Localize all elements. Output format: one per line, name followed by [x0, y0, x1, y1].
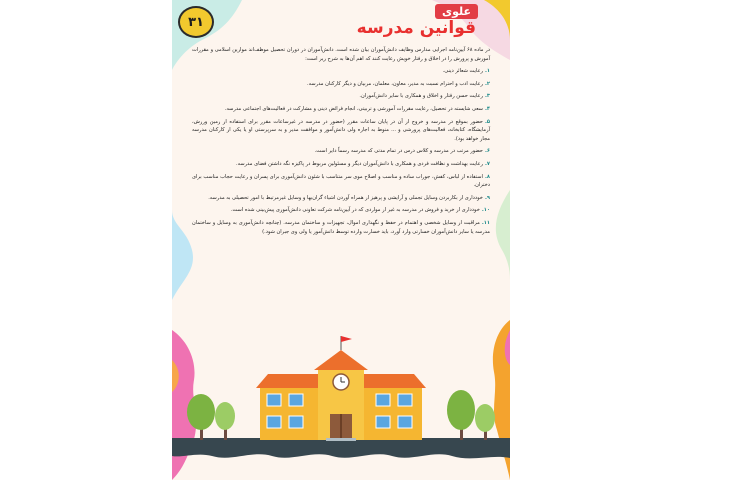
- rule-number: ۹.: [484, 194, 490, 201]
- rule-item: [192, 219, 490, 236]
- rule-text: خودداری از خرید و فروش در مدرسه به غیر از مواردی که در آیین‌نامه شرکت تعاونی دانش‌آموزی پیش‌بینی شده است.: [230, 207, 480, 214]
- rule-text: مراقبت از وسایل شخصی و اهتمام در حفظ و نگهداری اموال، تجهیزات و ساختمان مدرسه. (چنانچه دانش‌آموزی به وسایل و ساختمان مدرسه یا سایر دانش‌آموزان خسارتی وارد آورد، باید خسارت وارده توسط دانش‌آموز یا ولی وی جبران شود.): [192, 219, 490, 235]
- rule-text: سعی شایسته در تحصیل، رعایت مقررات آموزشی و تربیتی، انجام فرائض دینی و مشارکت در فعالیت‌های اجتماعی مدرسه.: [224, 105, 483, 112]
- rule-text: حضور بموقع در مدرسه و خروج از آن در پایان ساعات مقرر (حضور در مدرسه در غیرساعات مقرر برای استفاده از زمین ورزش، آزمایشگاه، کتابخانه، فعالیت‌های پرورشی و ... منوط به اجازه ولی دانش‌آموز و موافقت مدیر و به سرپرستی او یا یکی از کارکنان مدرسه مجاز خواهد بود).: [192, 118, 490, 142]
- school-illustration: [172, 330, 510, 480]
- rule-item: [192, 118, 490, 144]
- flag-icon: [341, 336, 352, 350]
- tree-icon: [475, 404, 495, 440]
- rule-text: خودداری از بکاربردن وسایل تجملی و آرایشی و پرهیز از همراه آوردن اشیاء گران‌بها و وسایل غیرمرتبط با امور تحصیلی به مدرسه.: [208, 194, 483, 201]
- rule-item: [192, 92, 490, 101]
- page-title: قوانین مدرسه: [356, 18, 476, 38]
- rule-number: ۶.: [484, 148, 490, 155]
- rule-text: رعایت بهداشت و نظافت فردی و همکاری با دانش‌آموزان دیگر و مسئولین مربوط در پاکیزه نگه داشتن فضای مدرسه.: [235, 160, 483, 167]
- rule-text: رعایت حسن رفتار و اخلاق و همکاری با سایر دانش‌آموزان.: [359, 93, 483, 100]
- rules-list: [192, 67, 490, 236]
- rule-item: [192, 105, 490, 114]
- rule-item: [192, 67, 490, 76]
- intro-paragraph: در ماده ۶۸ آیین‌نامه اجرایی مدارس وظایف دانش‌آموزان بیان شده است. دانش‌آموزان در دوران تحصیل موظف‌اند موازین اسلامی و مقررات آموزش و پرورش را در اخلاق و رفتار خویش رعایت کنند که اهم آن‌ها به شرح زیر است:: [192, 47, 491, 62]
- rule-number: ۷.: [484, 160, 490, 167]
- rule-item: [192, 147, 490, 156]
- rule-number: ۵.: [484, 118, 490, 125]
- rule-item: [192, 206, 490, 215]
- rule-number: ۲.: [484, 80, 490, 87]
- rule-text: استفاده از لباس، کفش، جوراب ساده و مناسب و اصلاح موی سر متناسب با شئون دانش‌آموزی برای پسران و رعایت حجاب مناسب برای دختران.: [192, 173, 490, 189]
- rule-number: ۸.: [484, 173, 490, 180]
- rule-number: ۱.: [484, 68, 490, 75]
- ground-strip: [172, 438, 510, 458]
- rule-number: ۱۰.: [481, 207, 490, 214]
- rule-number: ۴.: [484, 105, 490, 112]
- school-building-icon: [256, 350, 426, 441]
- tree-icon: [447, 390, 475, 440]
- rule-item: [192, 173, 490, 190]
- page-number-badge: ۳۱: [178, 6, 214, 38]
- tree-icon: [187, 394, 215, 440]
- rule-text: رعایت شعائر دینی.: [442, 68, 483, 75]
- rules-content: [192, 46, 490, 240]
- brand-label: علوی: [435, 4, 478, 19]
- rule-item: [192, 160, 490, 169]
- rule-number: ۱۱.: [481, 219, 490, 226]
- document-page: [172, 0, 510, 480]
- rule-text: رعایت ادب و احترام نسبت به مدیر، معاون، معلمان، مربیان و دیگر کارکنان مدرسه.: [307, 80, 483, 87]
- rule-item: [192, 80, 490, 89]
- clock-icon: [333, 374, 349, 390]
- tree-icon: [215, 402, 235, 440]
- rule-item: [192, 194, 490, 203]
- rule-number: ۳.: [484, 93, 490, 100]
- rule-text: حضور مرتب در مدرسه و کلاس درس در تمام مدتی که مدرسه رسماً دایر است.: [314, 148, 483, 155]
